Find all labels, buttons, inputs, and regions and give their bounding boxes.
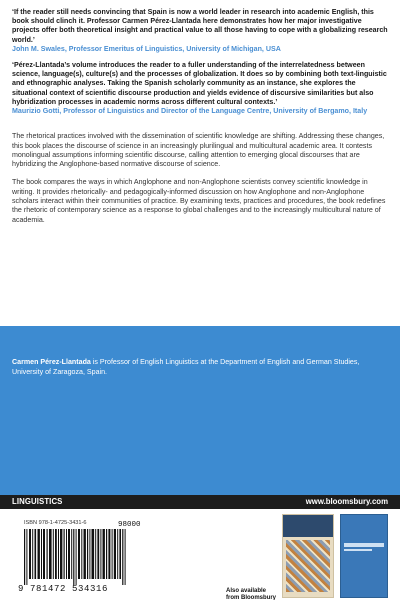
book-cover-title-block [344, 543, 384, 547]
author-bio [12, 358, 388, 377]
book-description-paragraph-2: The book compares the ways in which Anglophone and non-Anglophone scientists convey scientific knowledge in writing. It provides rhetorically- and pedagogically-informed discussion on how Anglophone and non-Anglophone scholars interact within their communities of practice. By examining texts, practices and procedures, the book redefines the rhetoric of contemporary science as a response to global challenges and to the increasingly multicultural nature of academia. [12, 178, 386, 224]
endorsement-attribution-2: Maurizio Gotti, Professor of Linguistics and Director of the Language Centre, University of Bergamo, Italy [12, 107, 368, 116]
author-bio-text: is Professor of English Linguistics at the Department of English and German Studies, University of Zaragoza, Spain. [12, 358, 360, 376]
also-available-label: Also available from Bloomsbury [226, 588, 277, 600]
barcode-box [12, 518, 134, 598]
book-cover-subtitle-block [344, 549, 372, 551]
endorsement-quote-2: ‘Pérez-Llantada’s volume introduces the reader to a fuller understanding of the interrelatedness between science, language(s), culture(s) and the processes of globalization. It does so by combining both text-linguistic and ethnographic analyses. Taking the Spanish scholarly community as an instance, she explores the situational context of scientific discourse production and yields evidence of discursive similarities but also hybridization processes in academic norms across different cultural contexts.’ [12, 61, 387, 106]
author-bio-band [0, 326, 400, 512]
book-cover-header [283, 515, 333, 537]
price-addon-digits: 98000 [118, 521, 141, 529]
endorsement-attribution-1: John M. Swales, Professor Emeritus of Linguistics, University of Michigan, USA [12, 44, 281, 53]
book-description-paragraph-1: The rhetorical practices involved with the dissemination of scientific knowledge are shifting. Addressing these changes, this book places the discourse of science in an increasingly plurilingual and multicultural academic area. It contests monolingual assumptions informing scientific discourse, calling attention to emerging glocal discourses that are hybridizing the Anglophone-based normative discourse of science. [12, 132, 385, 169]
barcode-icon [24, 529, 128, 585]
book-cover-artwork [286, 540, 330, 592]
related-book-cover-2[interactable] [340, 514, 388, 598]
endorsement-quote-1: ‘If the reader still needs convincing that Spain is now a world leader in research into academic English, this book should clinch it. Professor Carmen Pérez-Llantada here demonstrates how her major investigative projects offer both theoretical insight and practical value to all those having to cope with a globalizing research world.’ [12, 8, 388, 44]
isbn-text: ISBN 978-1-4725-3431-6 [24, 520, 87, 526]
subject-bar [0, 495, 400, 509]
related-book-cover-1[interactable] [282, 514, 334, 598]
author-name: Carmen Pérez-Llantada [12, 358, 91, 366]
subject-label: LINGUISTICS [12, 497, 63, 506]
barcode-digits: 9 781472 534316 [18, 584, 109, 594]
publisher-url: www.bloomsbury.com [305, 497, 388, 506]
